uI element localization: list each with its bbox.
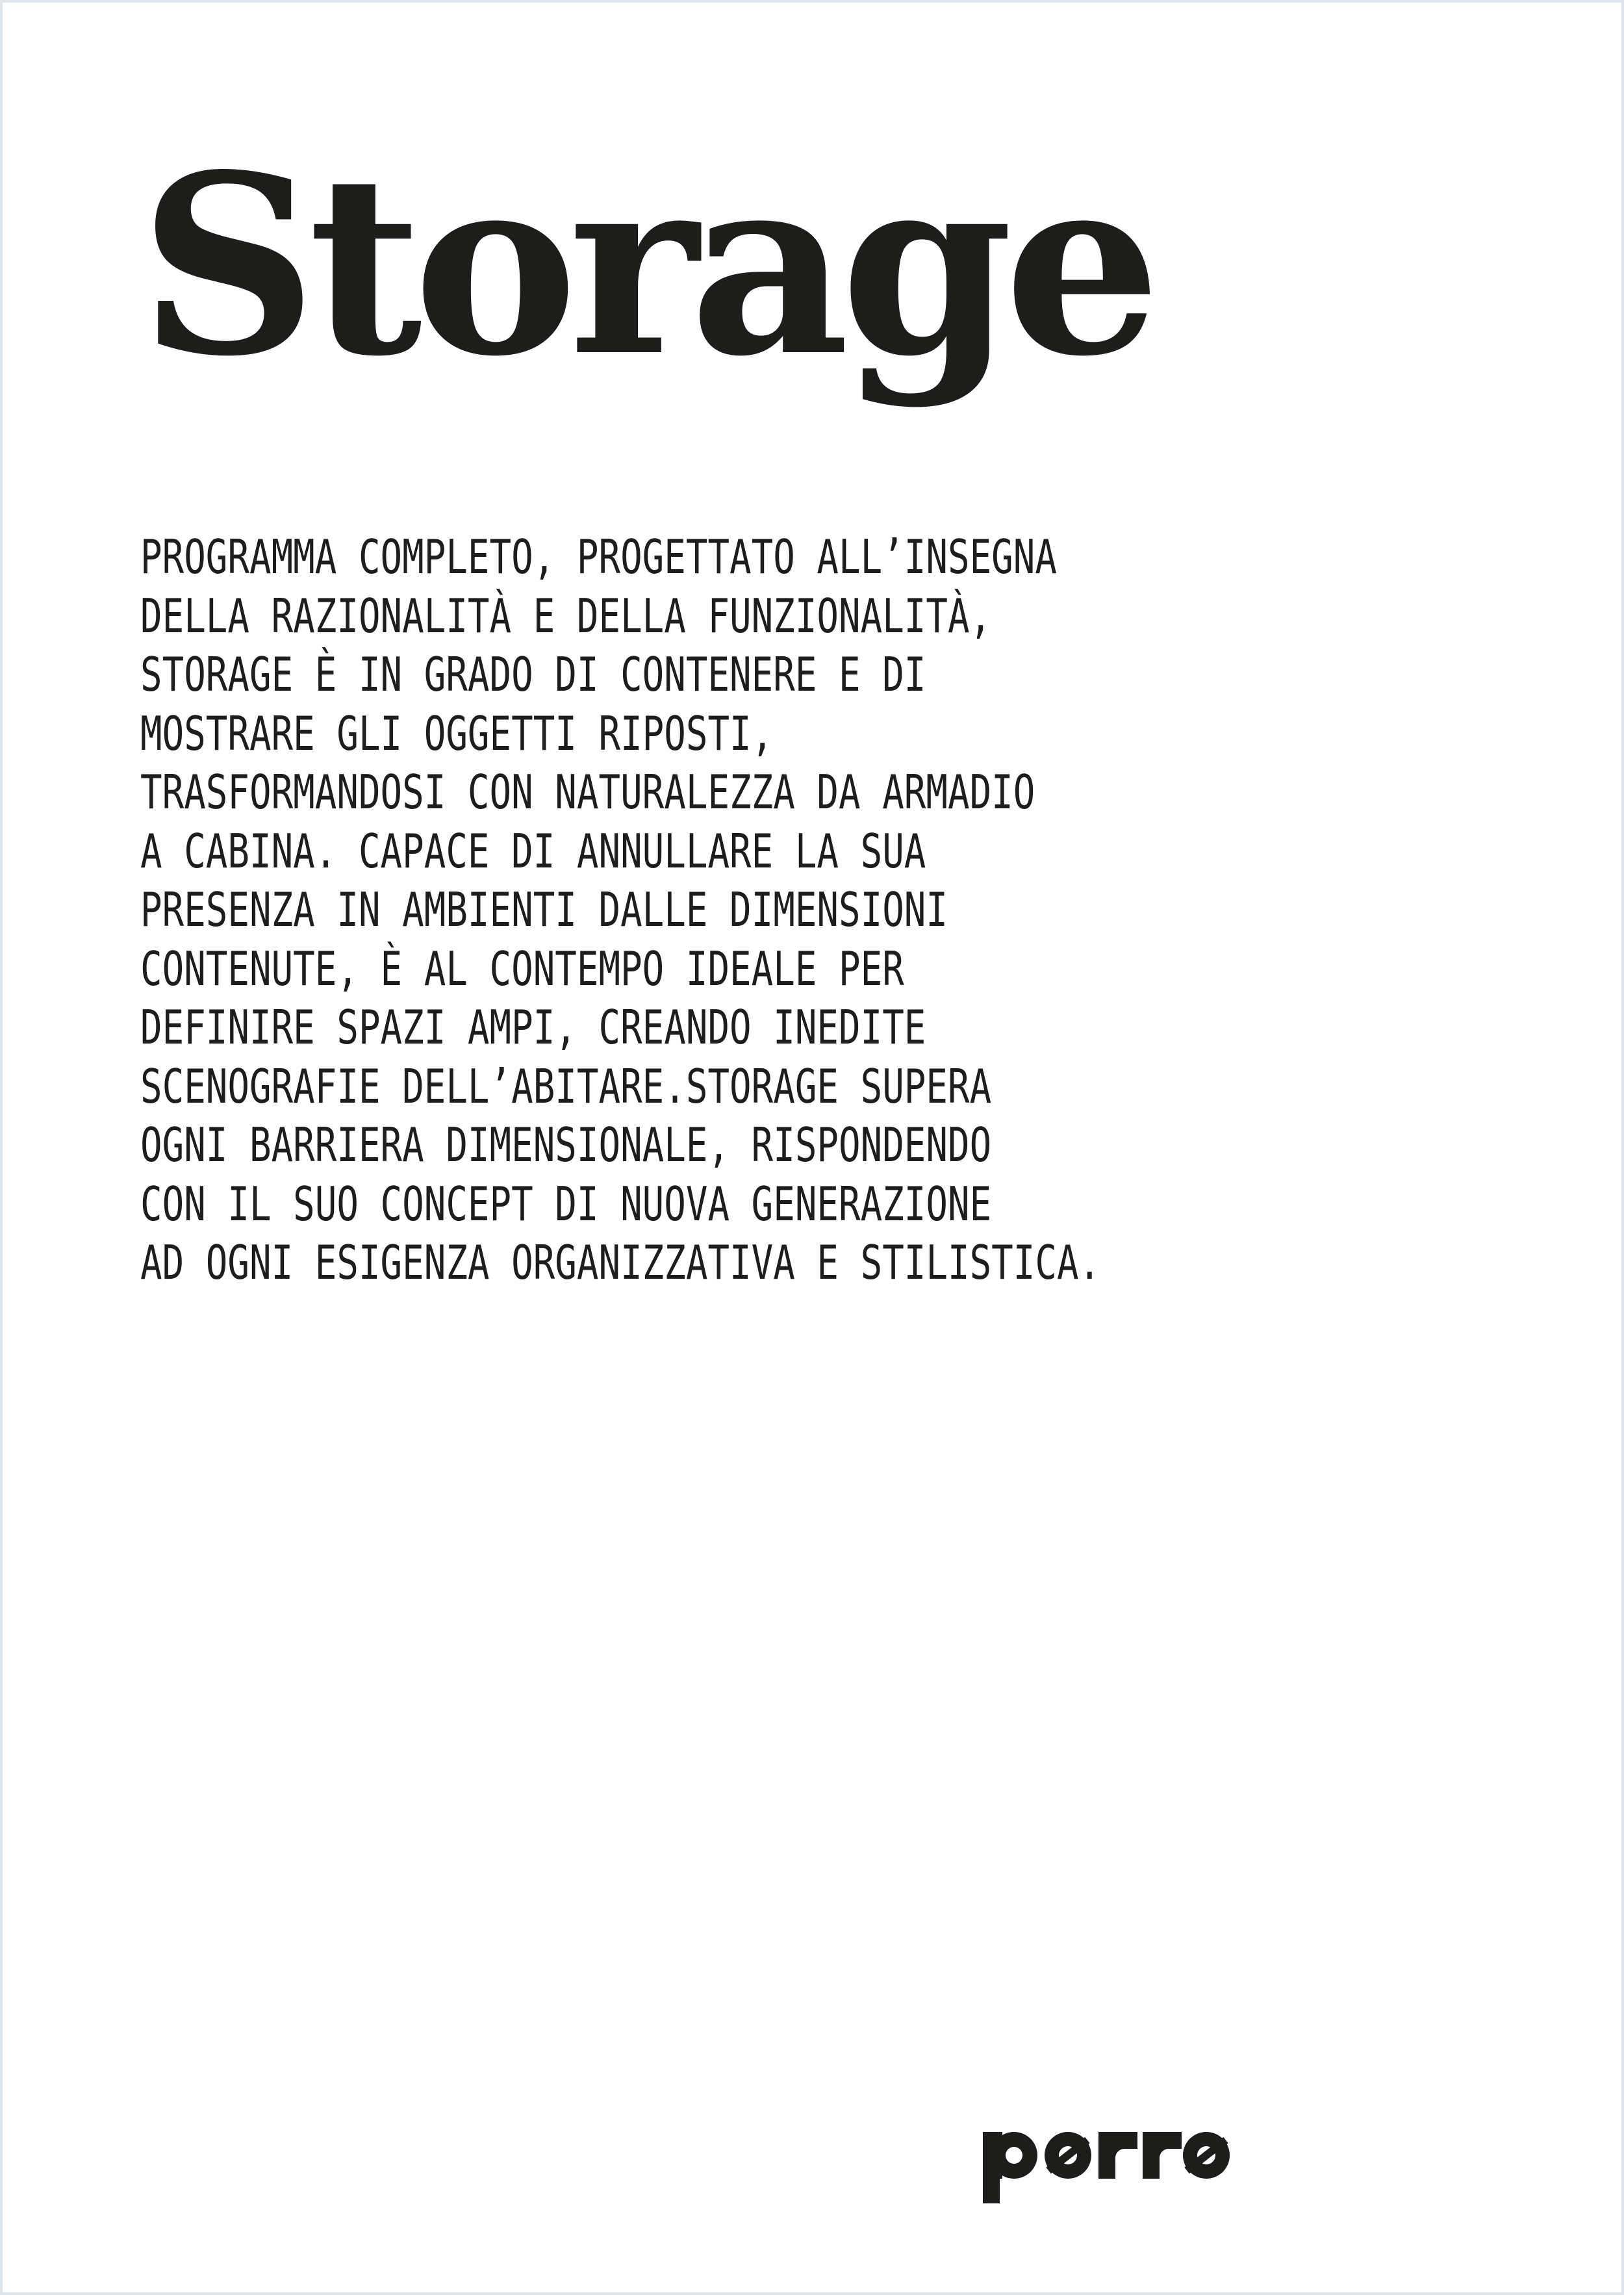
description-line: DEFINIRE SPAZI AMPI, CREANDO INEDITE (140, 1000, 926, 1055)
description-line: TRASFORMANDOSI CON NATURALEZZA DA ARMADIO (140, 765, 1035, 819)
page-title: Storage (139, 120, 1152, 411)
description-line: MOSTRARE GLI OGGETTI RIPOSTI, (140, 706, 774, 761)
porro-logo-icon (980, 2118, 1234, 2209)
description-line: PROGRAMMA COMPLETO, PROGETTATO ALL’INSEGNA (140, 530, 1057, 584)
description-line: STORAGE È IN GRADO DI CONTENERE E DI (140, 647, 926, 702)
description-line: AD OGNI ESIGENZA ORGANIZZATIVA E STILISTICA. (140, 1235, 1101, 1290)
description-line: DELLA RAZIONALITÀ E DELLA FUNZIONALITÀ, (140, 588, 992, 643)
description-line: CON IL SUO CONCEPT DI NUOVA GENERAZIONE (140, 1176, 992, 1231)
description-line: CONTENUTE, È AL CONTEMPO IDEALE PER (140, 941, 904, 996)
description-line: PRESENZA IN AMBIENTI DALLE DIMENSIONI (140, 882, 948, 937)
description-line: SCENOGRAFIE DELL’ABITARE.STORAGE SUPERA (140, 1058, 992, 1114)
description-paragraph (140, 528, 1101, 1292)
description-line: A CABINA. CAPACE DI ANNULLARE LA SUA (140, 823, 926, 878)
description-line: OGNI BARRIERA DIMENSIONALE, RISPONDENDO (140, 1118, 992, 1172)
